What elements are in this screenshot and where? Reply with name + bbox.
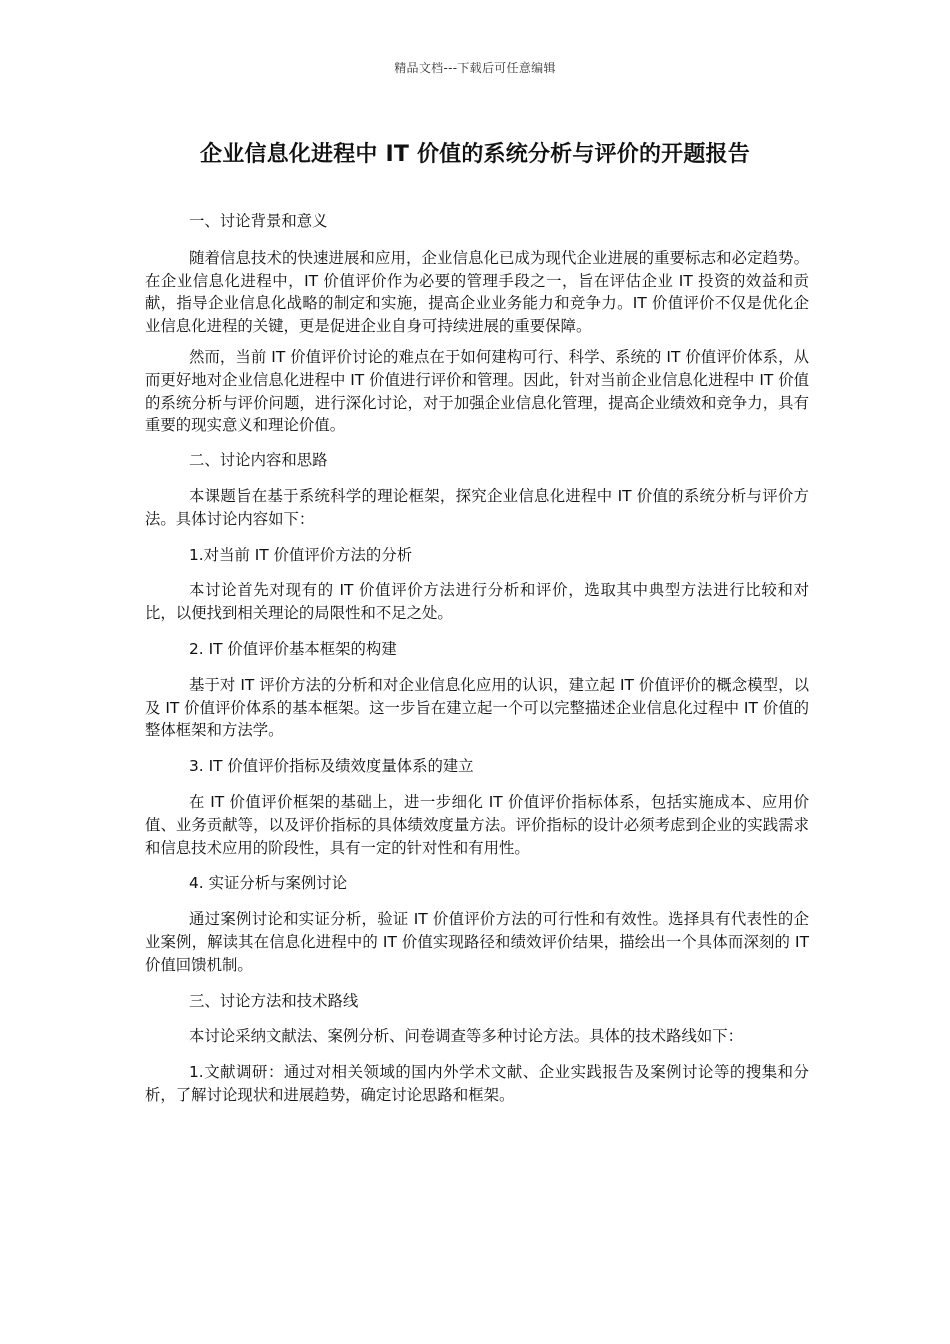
subsection-heading-2: 2. IT 价值评价基本框架的构建 bbox=[189, 639, 397, 658]
body-paragraph: 然而，当前 IT 价值评价讨论的难点在于如何建构可行、科学、系统的 IT 价值评价体系，从而更好地对企业信息化进程中 IT 价值进行评价和管理。因此，针对当前企业信息化进程中 IT 价值的系统分析与评价问题，进行深化讨论，对于加强企业信息化管理，提高企业绩效和竞争力，具有重要的现实意义和理论价值。 bbox=[145, 347, 809, 435]
subsection-heading-4: 4. 实证分析与案例讨论 bbox=[189, 874, 348, 893]
body-paragraph: 基于对 IT 评价方法的分析和对企业信息化应用的认识，建立起 IT 价值评价的概念模型，以及 IT 价值评价体系的基本框架。这一步旨在建立起一个可以完整描述企业信息化过程中 IT 价值的整体框架和方法学。 bbox=[145, 675, 809, 740]
body-paragraph: 本讨论采纳文献法、案例分析、问卷调查等多种讨论方法。具体的技术路线如下： bbox=[189, 1027, 744, 1046]
body-paragraph: 本讨论首先对现有的 IT 价值评价方法进行分析和评价，选取其中典型方法进行比较和对比，以便找到相关理论的局限性和不足之处。 bbox=[145, 581, 809, 623]
body-paragraph: 本课题旨在基于系统科学的理论框架，探究企业信息化进程中 IT 价值的系统分析与评价方法。具体讨论内容如下： bbox=[145, 486, 809, 528]
body-paragraph: 随着信息技术的快速进展和应用，企业信息化已成为现代企业进展的重要标志和必定趋势。在企业信息化进程中，IT 价值评价作为必要的管理手段之一，旨在评估企业 IT 投资的效益和贡献，指导企业信息化战略的制定和实施，提高企业业务能力和竞争力。IT 价值评价不仅是优化企业信息化进程的关键，更是促进企业自身可持续进展的重要保障。 bbox=[145, 248, 809, 336]
body-paragraph: 在 IT 价值评价框架的基础上，进一步细化 IT 价值评价指标体系，包括实施成本、应用价值、业务贡献等，以及评价指标的具体绩效度量方法。评价指标的设计必须考虑到企业的实践需求和信息技术应用的阶段性，具有一定的针对性和有用性。 bbox=[145, 792, 809, 857]
subsection-heading-1: 1.对当前 IT 价值评价方法的分析 bbox=[189, 545, 413, 564]
page-header-note: 精品文档---下载后可任意编辑 bbox=[394, 61, 556, 75]
body-paragraph: 通过案例讨论和实证分析，验证 IT 价值评价方法的可行性和有效性。选择具有代表性的企业案例，解读其在信息化进程中的 IT 价值实现路径和绩效评价结果，描绘出一个具体而深刻的 IT 价值回馈机制。 bbox=[145, 910, 809, 974]
body-paragraph: 1.文献调研：通过对相关领域的国内外学术文献、企业实践报告及案例讨论等的搜集和分析，了解讨论现状和进展趋势，确定讨论思路和框架。 bbox=[145, 1063, 809, 1104]
document-body bbox=[145, 210, 809, 1107]
subsection-heading-3: 3. IT 价值评价指标及绩效度量体系的建立 bbox=[189, 757, 474, 776]
section-heading-content: 二、讨论内容和思路 bbox=[189, 451, 328, 470]
section-heading-background: 一、讨论背景和意义 bbox=[189, 212, 328, 230]
section-heading-methods: 三、讨论方法和技术路线 bbox=[189, 991, 359, 1010]
document-title: 企业信息化进程中 IT 价值的系统分析与评价的开题报告 bbox=[200, 142, 750, 167]
